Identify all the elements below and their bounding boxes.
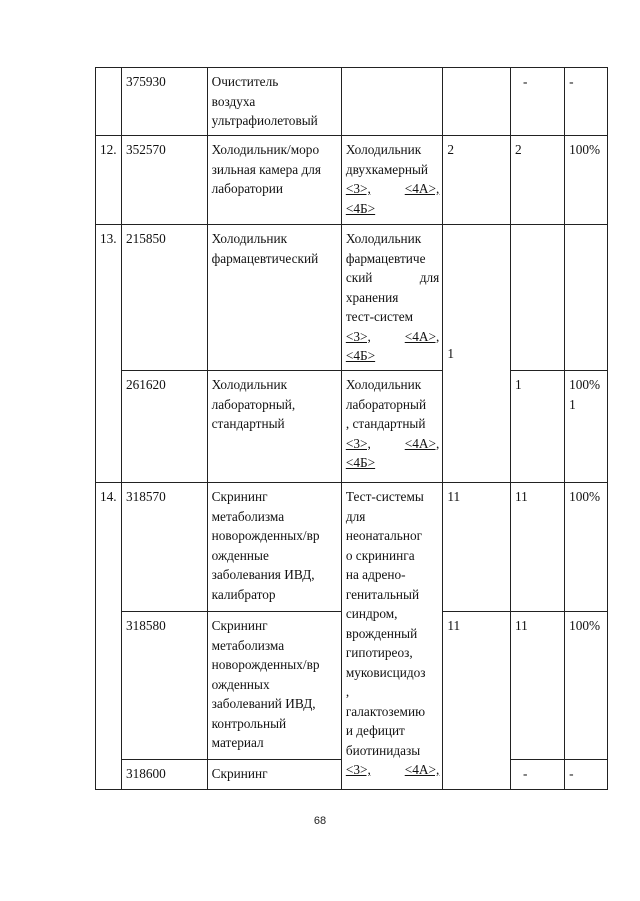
code-cell: 261620 bbox=[121, 371, 207, 483]
percent-cell: - bbox=[565, 68, 608, 136]
percent-cell: - bbox=[565, 760, 608, 790]
name-cell: Скрининг метаболизма новорожденных/вр ожденные заболевания ИВД, калибратор bbox=[207, 483, 341, 612]
reference-codes: <3>, <4А>, bbox=[345, 328, 440, 344]
row-number-cell bbox=[96, 68, 122, 136]
quantity-b-cell bbox=[510, 225, 564, 371]
reference-codes: <3>, <4А>, bbox=[345, 762, 440, 777]
quantity-b-cell: 1 bbox=[510, 371, 564, 483]
name-cell: Холодильник/моро зильная камера для лаборатории bbox=[207, 136, 341, 225]
percent-cell: 100% bbox=[565, 136, 608, 225]
name-cell: Холодильник лабораторный, стандартный bbox=[207, 371, 341, 483]
quantity-a-cell bbox=[443, 68, 511, 136]
quantity-a-cell: 1 bbox=[443, 225, 511, 483]
row-number-cell: 12. bbox=[96, 136, 122, 225]
code-cell: 318580 bbox=[121, 612, 207, 760]
table-row bbox=[96, 68, 608, 136]
quantity-b-cell: 11 bbox=[510, 612, 564, 760]
code-cell: 375930 bbox=[121, 68, 207, 136]
quantity-b-cell: 11 bbox=[510, 483, 564, 612]
description-cell: Тест-системы для неонатальног о скрининга на адрено- генитальный синдром, врожденный гипотиреоз, муковисцидоз , галактоземию и дефицит биотинидазы <3>, <4А>, bbox=[341, 483, 442, 790]
code-cell: 352570 bbox=[121, 136, 207, 225]
table-row bbox=[96, 483, 608, 612]
page-number: 68 bbox=[313, 815, 327, 827]
description-cell: Холодильник лабораторный , стандартный <3>, <4А>, <4Б> bbox=[341, 371, 442, 483]
name-cell: Очиститель воздуха ультрафиолетовый bbox=[207, 68, 341, 136]
table-row bbox=[96, 136, 608, 225]
description-cell: Холодильник фармацевтиче ский для хранения тест-систем <3>, <4А>, <4Б> bbox=[341, 225, 442, 371]
quantity-b-cell: - bbox=[510, 68, 564, 136]
percent-cell: 100% bbox=[565, 483, 608, 612]
code-cell: 318600 bbox=[121, 760, 207, 790]
quantity-b-cell: 2 bbox=[510, 136, 564, 225]
description-cell bbox=[341, 68, 442, 136]
name-cell: Скрининг bbox=[207, 760, 341, 790]
code-cell: 318570 bbox=[121, 483, 207, 612]
name-cell: Скрининг метаболизма новорожденных/вр ожденных заболеваний ИВД, контрольный материал bbox=[207, 612, 341, 760]
reference-codes: <3>, <4А>, bbox=[345, 435, 440, 451]
quantity-a-cell: 2 bbox=[443, 136, 511, 225]
quantity-a-cell: 11 bbox=[443, 612, 511, 790]
percent-cell: 100% 1 bbox=[565, 371, 608, 483]
name-cell: Холодильник фармацевтический bbox=[207, 225, 341, 371]
row-number-cell: 13. bbox=[96, 225, 122, 483]
table-row bbox=[96, 371, 608, 483]
percent-cell: 100% bbox=[565, 612, 608, 760]
quantity-b-cell: - bbox=[510, 760, 564, 790]
quantity-a-cell: 11 bbox=[443, 483, 511, 612]
reference-codes: <3>, <4А>, bbox=[345, 181, 440, 196]
table-row bbox=[96, 225, 608, 371]
percent-cell bbox=[565, 225, 608, 371]
row-number-cell: 14. bbox=[96, 483, 122, 790]
equipment-table bbox=[95, 67, 608, 790]
description-cell: Холодильник двухкамерный <3>, <4А>, <4Б> bbox=[341, 136, 442, 225]
code-cell: 215850 bbox=[121, 225, 207, 371]
